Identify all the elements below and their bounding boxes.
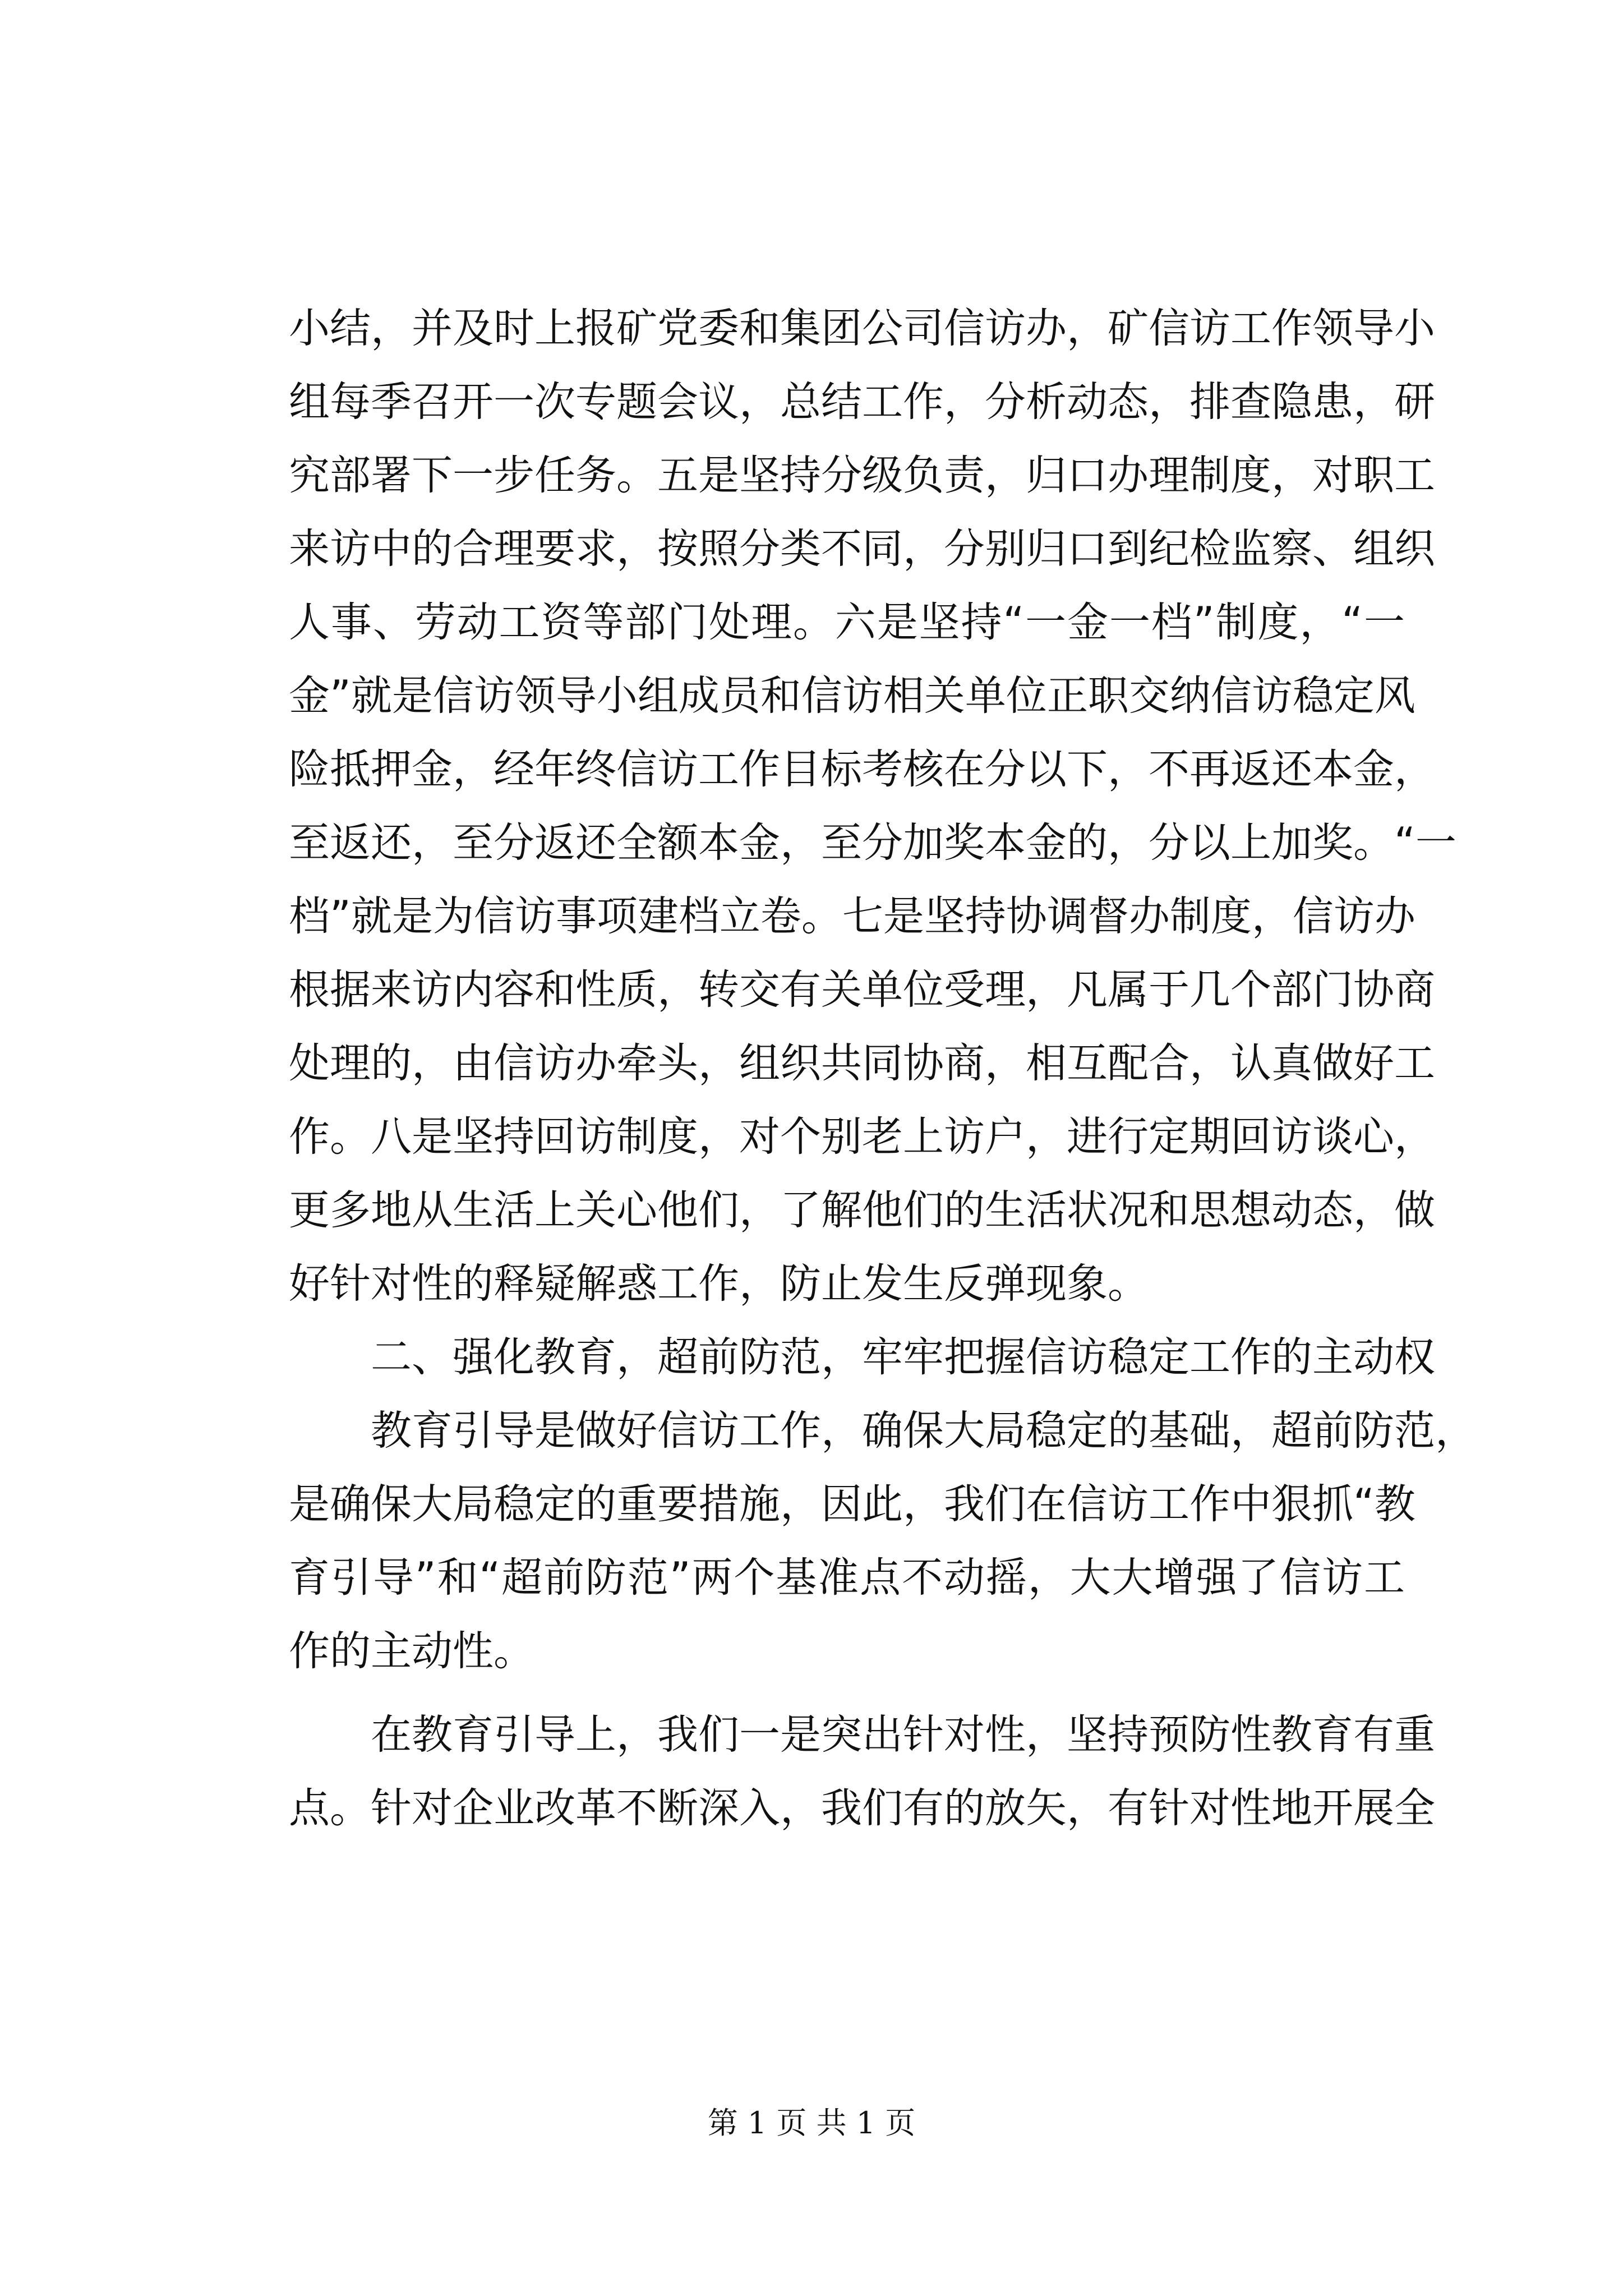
section-heading [289,1320,1435,1394]
text-line: 金”就是信访领导小组成员和信访相关单位正职交纳信访稳定风 [289,672,1415,720]
text-line: 组每季召开一次专题会议，总结工作，分析动态，排查隐患，研 [289,378,1435,426]
text-line: 在教育引导上，我们一是突出针对性，坚持预防性教育有重 [371,1711,1435,1759]
text-line: 至返还，至分返还全额本金，至分加奖本金的，分以上加奖。“一 [289,819,1456,867]
text-line: 小结，并及时上报矿党委和集团公司信访办，矿信访工作领导小 [289,305,1435,352]
paragraph-institutions [289,292,1456,1320]
text-line: 育引导”和“超前防范”两个基准点不动摇，大大增强了信访工 [289,1554,1405,1602]
text-line: 根据来访内容和性质，转交有关单位受理，凡属于几个部门协商 [289,966,1435,1014]
text-line: 更多地从生活上关心他们，了解他们的生活状况和思想动态，做 [289,1186,1435,1234]
text-line: 点。针对企业改革不断深入，我们有的放矢，有针对性地开展全 [289,1784,1435,1832]
text-line: 是确保大局稳定的重要措施，因此，我们在信访工作中狠抓“教 [289,1480,1415,1528]
text-line: 处理的，由信访办牵头，组织共同协商，相互配合，认真做好工 [289,1039,1435,1087]
text-line: 作的主动性。 [289,1627,534,1675]
text-line: 好针对性的释疑解惑工作，防止发生反弹现象。 [289,1260,1149,1308]
text-line: 作。八是坚持回访制度，对个别老上访户，进行定期回访谈心， [289,1113,1435,1161]
heading-line: 二、强化教育，超前防范，牢牢把握信访稳定工作的主动权 [371,1333,1435,1381]
text-line: 究部署下一步任务。五是坚持分级负责，归口办理制度，对职工 [289,452,1435,499]
document-body [289,292,1476,1845]
text-line: 人事、劳动工资等部门处理。六是坚持“一金一档”制度，“一 [289,599,1405,646]
text-line: 险抵押金，经年终信访工作目标考核在分以下，不再返还本金， [289,746,1435,793]
text-line: 教育引导是做好信访工作，确保大局稳定的基础，超前防范， [371,1407,1476,1455]
paragraph-education-guidance [289,1394,1476,1688]
page-footer [0,2101,1623,2146]
text-line: 档”就是为信访事项建档立卷。七是坚持协调督办制度，信访办 [289,892,1415,940]
paragraph-targeted-education [289,1698,1435,1845]
page-number: 第 1 页 共 1 页 [707,2105,916,2141]
text-line: 来访中的合理要求，按照分类不同，分别归口到纪检监察、组织 [289,525,1435,573]
